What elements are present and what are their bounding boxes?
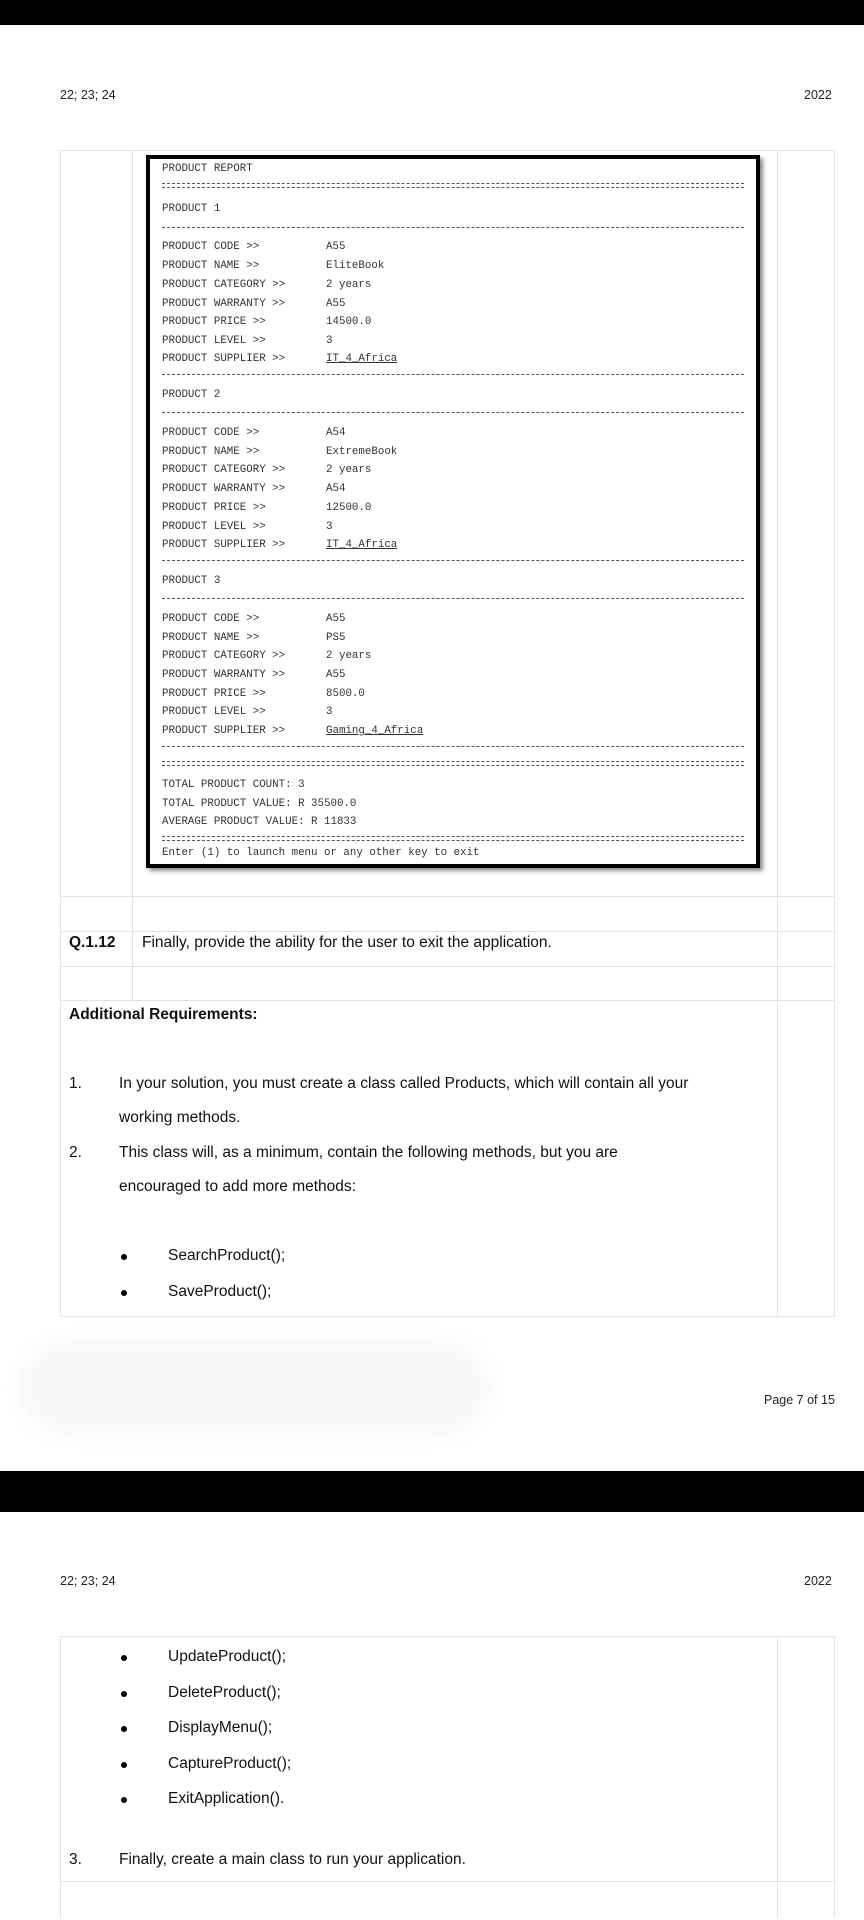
product-warranty-label: PRODUCT WARRANTY >> — [162, 669, 286, 681]
product-supplier-label: PRODUCT SUPPLIER >> — [162, 353, 286, 365]
product-heading: PRODUCT 3 — [162, 575, 221, 587]
product-warranty-label: PRODUCT WARRANTY >> — [162, 483, 286, 495]
list-item-line: working methods. — [119, 1109, 241, 1126]
product-price-value: 14500.0 — [326, 316, 372, 328]
product-supplier-label: PRODUCT SUPPLIER >> — [162, 725, 286, 737]
method-item: ExitApplication(). — [168, 1790, 285, 1807]
divider — [162, 746, 744, 747]
product-category-value: 2 years — [326, 279, 372, 291]
top-black-bar — [0, 0, 864, 25]
product-code-label: PRODUCT CODE >> — [162, 241, 260, 253]
list-item-text — [119, 1136, 769, 1204]
question-text: Finally, provide the ability for the user to exit the application. — [142, 934, 552, 951]
report-title: PRODUCT REPORT — [162, 163, 253, 175]
bullet-icon — [121, 1655, 127, 1661]
page-header-right: 2022 — [804, 1574, 832, 1588]
product-supplier-value: IT_4_Africa — [326, 353, 398, 365]
product-name-label: PRODUCT NAME >> — [162, 446, 260, 458]
double-divider — [162, 761, 744, 766]
double-divider — [162, 836, 744, 841]
product-warranty-value: A55 — [326, 669, 346, 681]
redacted-smudge — [20, 1340, 490, 1435]
product-category-label: PRODUCT CATEGORY >> — [162, 279, 286, 291]
list-number: 3. — [69, 1851, 82, 1868]
product-code-value: A54 — [326, 427, 346, 439]
method-item: UpdateProduct(); — [168, 1648, 287, 1665]
table-row-divider — [60, 931, 835, 932]
product-price-value: 8500.0 — [326, 688, 365, 700]
divider — [162, 227, 744, 228]
product-category-label: PRODUCT CATEGORY >> — [162, 650, 286, 662]
product-warranty-value: A55 — [326, 298, 346, 310]
list-number: 2. — [69, 1144, 82, 1161]
product-code-label: PRODUCT CODE >> — [162, 613, 260, 625]
method-item: SearchProduct(); — [168, 1247, 286, 1264]
product-level-value: 3 — [326, 521, 333, 533]
product-level-value: 3 — [326, 706, 333, 718]
page-header-left: 22; 23; 24 — [60, 88, 116, 102]
product-name-value: EliteBook — [326, 260, 385, 272]
list-item-text — [119, 1067, 769, 1135]
bullet-icon — [121, 1691, 127, 1697]
page-header-left: 22; 23; 24 — [60, 1574, 116, 1588]
method-item: DisplayMenu(); — [168, 1719, 273, 1736]
list-item-line: encouraged to add more methods: — [119, 1178, 356, 1195]
product-category-label: PRODUCT CATEGORY >> — [162, 464, 286, 476]
product-code-value: A55 — [326, 241, 346, 253]
double-divider — [162, 183, 744, 188]
product-price-label: PRODUCT PRICE >> — [162, 316, 266, 328]
product-supplier-label: PRODUCT SUPPLIER >> — [162, 539, 286, 551]
page-header-right: 2022 — [804, 88, 832, 102]
total-product-value: TOTAL PRODUCT VALUE: R 35500.0 — [162, 798, 357, 810]
product-warranty-value: A54 — [326, 483, 346, 495]
product-price-value: 12500.0 — [326, 502, 372, 514]
product-name-label: PRODUCT NAME >> — [162, 260, 260, 272]
bullet-icon — [121, 1797, 127, 1803]
list-item-line: This class will, as a minimum, contain the following methods, but you are — [119, 1144, 618, 1161]
divider — [162, 374, 744, 375]
product-level-value: 3 — [326, 335, 333, 347]
product-category-value: 2 years — [326, 650, 372, 662]
table-row-divider — [60, 1881, 835, 1882]
console-output-screenshot — [146, 155, 760, 868]
bullet-icon — [121, 1290, 127, 1296]
product-level-label: PRODUCT LEVEL >> — [162, 521, 266, 533]
product-price-label: PRODUCT PRICE >> — [162, 688, 266, 700]
method-item: DeleteProduct(); — [168, 1684, 281, 1701]
list-item-text: Finally, create a main class to run your application. — [119, 1851, 466, 1868]
bullet-icon — [121, 1726, 127, 1732]
total-product-count: TOTAL PRODUCT COUNT: 3 — [162, 779, 305, 791]
method-item: CaptureProduct(); — [168, 1755, 292, 1772]
question-label: Q.1.12 — [69, 934, 116, 951]
requirements-heading: Additional Requirements: — [69, 1006, 258, 1023]
page-footer: Page 7 of 15 — [764, 1393, 835, 1407]
bullet-icon — [121, 1762, 127, 1768]
divider — [162, 412, 744, 413]
method-item: SaveProduct(); — [168, 1283, 272, 1300]
exit-prompt: Enter (1) to launch menu or any other key to exit — [162, 847, 480, 859]
page-separator-bar — [0, 1471, 864, 1512]
table-col-divider-left — [132, 150, 133, 1000]
product-level-label: PRODUCT LEVEL >> — [162, 706, 266, 718]
list-item-line: In your solution, you must create a class called Products, which will contain all your — [119, 1075, 689, 1092]
average-product-value: AVERAGE PRODUCT VALUE: R 11833 — [162, 816, 357, 828]
divider — [162, 560, 744, 561]
table-row-divider — [60, 896, 835, 897]
product-category-value: 2 years — [326, 464, 372, 476]
product-level-label: PRODUCT LEVEL >> — [162, 335, 266, 347]
divider — [162, 598, 744, 599]
table-row-divider — [60, 1000, 835, 1001]
product-price-label: PRODUCT PRICE >> — [162, 502, 266, 514]
table-frame — [60, 1636, 835, 1918]
list-number: 1. — [69, 1075, 82, 1092]
product-heading: PRODUCT 2 — [162, 389, 221, 401]
product-name-value: PS5 — [326, 632, 346, 644]
product-name-label: PRODUCT NAME >> — [162, 632, 260, 644]
table-col-divider-right — [777, 150, 778, 1317]
product-heading: PRODUCT 1 — [162, 203, 221, 215]
product-code-label: PRODUCT CODE >> — [162, 427, 260, 439]
table-row-divider — [60, 966, 835, 967]
product-warranty-label: PRODUCT WARRANTY >> — [162, 298, 286, 310]
product-name-value: ExtremeBook — [326, 446, 398, 458]
bullet-icon — [121, 1254, 127, 1260]
table-col-divider-right — [777, 1636, 778, 1918]
product-code-value: A55 — [326, 613, 346, 625]
product-supplier-value: Gaming_4_Africa — [326, 725, 424, 737]
product-supplier-value: IT_4_Africa — [326, 539, 398, 551]
